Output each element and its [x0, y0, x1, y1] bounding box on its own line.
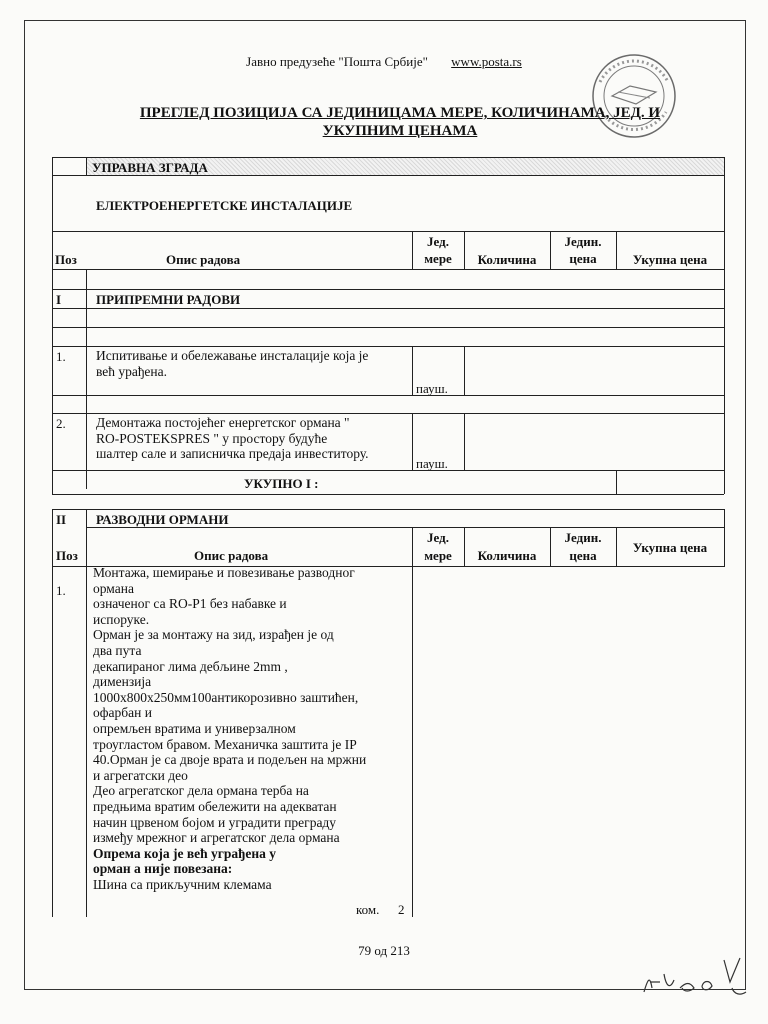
section-2-name: РАЗВОДНИ ОРМАНИ [96, 512, 229, 527]
rule [52, 413, 724, 414]
rule [52, 289, 724, 290]
section-2-num: II [56, 512, 67, 527]
rule [52, 269, 724, 270]
building-name: УПРАВНА ЗГРАДА [92, 160, 208, 175]
section-1-num: I [56, 292, 62, 307]
rule [52, 470, 724, 471]
desc-line: троугластом бравом. Механичка заштита је IP [93, 736, 357, 752]
item-ii-1-qty: 2 [398, 902, 405, 917]
col-desc: Опис радова [166, 252, 241, 267]
col-qty: Количина [477, 252, 537, 267]
desc-line: декапираног лима дебљине 2mm , [93, 658, 288, 674]
rule [52, 509, 53, 917]
desc-line: 1000x800x250мм100антикорозивно заштићен, [93, 689, 359, 705]
desc-line: два пута [93, 642, 142, 658]
rule [52, 494, 724, 495]
desc-line: испоруке. [93, 611, 150, 627]
item-ii-1-desc [93, 565, 366, 892]
table-right-border [724, 157, 725, 494]
item-2-desc [96, 415, 369, 462]
document-title [100, 104, 700, 140]
col-pos-2: Поз [56, 548, 78, 563]
desc-line: офарбан и [93, 705, 152, 721]
col-total-2: Укупна цена [632, 540, 708, 555]
desc-line: опремљен вратима и универзалном [93, 720, 296, 736]
desc-line: начин црвеном бојом и уградити преграду [93, 814, 337, 830]
desc-line: Део агрегатског дела ормана терба на [93, 783, 309, 799]
org-name: Јавно предузеће "Пошта Србије" [246, 54, 428, 69]
item-2-desc-line: RO-POSTEKSPRES " у простору будуће [96, 430, 328, 446]
desc-line: ормана [93, 580, 134, 596]
rule [52, 395, 724, 396]
col-pos: Поз [55, 252, 77, 267]
col-qty-2: Количина [477, 548, 537, 563]
rule [86, 269, 87, 289]
desc-line: 40.Орман је са двоје врата и подељен на мржни [93, 752, 367, 768]
desc-line: Монтажа, шемирање и повезивање разводног [93, 565, 355, 580]
item-2-desc-line: Демонтажа постојећег енергетског ормана " [96, 415, 350, 430]
rule [86, 157, 87, 175]
rule [616, 470, 617, 494]
rule [86, 289, 87, 489]
col-desc-2: Опис радова [194, 548, 269, 563]
item-2-num: 2. [56, 416, 66, 431]
col-unit-1: Јед. [427, 234, 449, 249]
rule [412, 527, 724, 528]
desc-bold-line: Опрема која је већ уграђена у [93, 845, 277, 861]
col-unit-2-2: мере [424, 548, 452, 563]
rule [52, 327, 724, 328]
title-line-1: ПРЕГЛЕД ПОЗИЦИЈА СА ЈЕДИНИЦАМА МЕРЕ, КОЛИЧИНАМА, ЈЕД. И [139, 105, 661, 121]
total-1-label: УКУПНО I : [244, 476, 319, 491]
item-1-desc-line: Испитивање и обележавање инсталације која је [96, 348, 369, 363]
desc-bold-line: орман а није повезана: [93, 861, 233, 877]
rule [464, 413, 465, 470]
rule [52, 308, 724, 309]
section-1-name: ПРИПРЕМНИ РАДОВИ [96, 292, 241, 307]
rule [52, 509, 724, 510]
installation-subtitle: ЕЛЕКТРОЕНЕРГЕТСКЕ ИНСТАЛАЦИЈЕ [96, 198, 353, 213]
table-left-border [52, 157, 53, 494]
col-price-1-2: Једин. [564, 530, 602, 545]
item-1-desc-line: већ урађена. [96, 363, 168, 379]
desc-line: димензија [93, 674, 152, 690]
item-2-unit: пауш. [416, 456, 448, 471]
col-price-2: цена [569, 251, 597, 266]
rule [52, 175, 724, 176]
org-url[interactable]: www.posta.rs [451, 54, 522, 69]
rule [86, 509, 87, 917]
rule [412, 346, 413, 395]
desc-last-line: Шина са прикључним клемама [93, 876, 272, 892]
rule [412, 413, 413, 470]
col-unit-1-2: Јед. [427, 530, 449, 545]
desc-line: означеног са RO-P1 без набавке и [93, 596, 287, 612]
item-1-num: 1. [56, 349, 66, 364]
item-1-desc [96, 348, 368, 379]
item-ii-1-unit: ком. [356, 902, 380, 917]
col-unit-2: мере [424, 251, 452, 266]
page-number: 79 од 213 [358, 943, 410, 958]
title-line-2: УКУПНИМ ЦЕНАМА [322, 123, 478, 139]
desc-line: и агрегатски део [93, 767, 188, 783]
item-2-desc-line: шалтер сале и записничка предаја инвеститору. [96, 446, 369, 462]
desc-line: између мрежног и агрегатског дела ормана [93, 830, 340, 846]
item-1-unit: пауш. [416, 381, 448, 396]
handwritten-signature-icon [640, 952, 750, 1002]
rule [86, 527, 412, 528]
item-ii-1-num: 1. [56, 583, 66, 598]
rule [52, 231, 724, 232]
desc-line: предњима вратим обележити на адекватан [93, 798, 337, 814]
rule [412, 527, 413, 917]
rule [724, 509, 725, 567]
col-total: Укупна цена [632, 252, 708, 267]
rule [464, 346, 465, 395]
rule [52, 346, 724, 347]
col-price-1: Једин. [564, 234, 602, 249]
col-price-2-2: цена [569, 548, 597, 563]
desc-line: Орман је за монтажу на зид, израђен је од [93, 627, 334, 643]
